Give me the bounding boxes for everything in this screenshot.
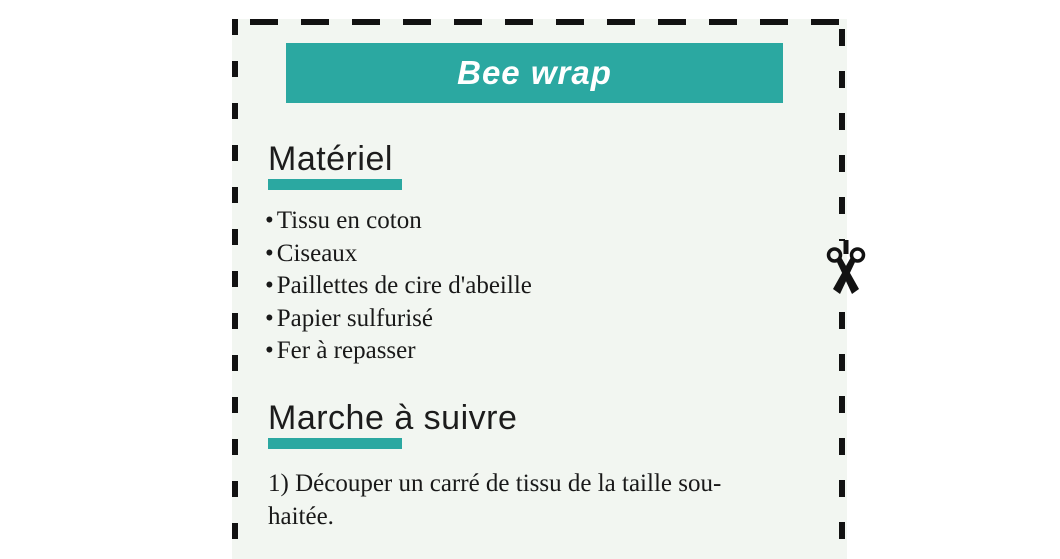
bullet-marker: • <box>265 304 274 332</box>
list-item-label: Paillettes de cire d'abeille <box>276 272 532 299</box>
bullet-marker: • <box>265 272 274 299</box>
heading-underline-marche <box>268 438 402 449</box>
step-line: 1) Découper un carré de tissu de la taille sou- <box>268 470 722 497</box>
section-heading-materiel: Matériel <box>268 140 393 178</box>
cut-line-right-lower <box>839 302 845 559</box>
list-item-label: Papier sulfurisé <box>276 304 433 332</box>
list-item <box>265 205 532 238</box>
bullet-marker: • <box>265 207 274 234</box>
scissors-icon <box>826 240 866 300</box>
list-item-label: Fer à repasser <box>276 337 416 364</box>
list-item <box>265 335 532 368</box>
list-item-label: Tissu en coton <box>276 207 422 234</box>
list-item <box>265 238 532 271</box>
steps-text <box>268 467 721 533</box>
heading-underline-materiel <box>268 179 402 190</box>
list-item-label: Ciseaux <box>276 239 358 267</box>
step-line: haitée. <box>268 503 334 530</box>
card-title: Bee wrap <box>457 54 612 91</box>
list-item <box>265 303 532 336</box>
cut-line-top <box>250 19 845 25</box>
title-banner <box>286 43 783 103</box>
bullet-marker: • <box>265 337 274 364</box>
cut-line-left <box>232 19 238 559</box>
bee-wrap-card <box>232 19 847 559</box>
list-item <box>265 270 532 303</box>
bullet-marker: • <box>265 239 274 267</box>
cut-line-right-upper <box>839 19 845 241</box>
materials-list <box>265 205 532 368</box>
section-heading-marche-a-suivre: Marche à suivre <box>268 399 518 437</box>
